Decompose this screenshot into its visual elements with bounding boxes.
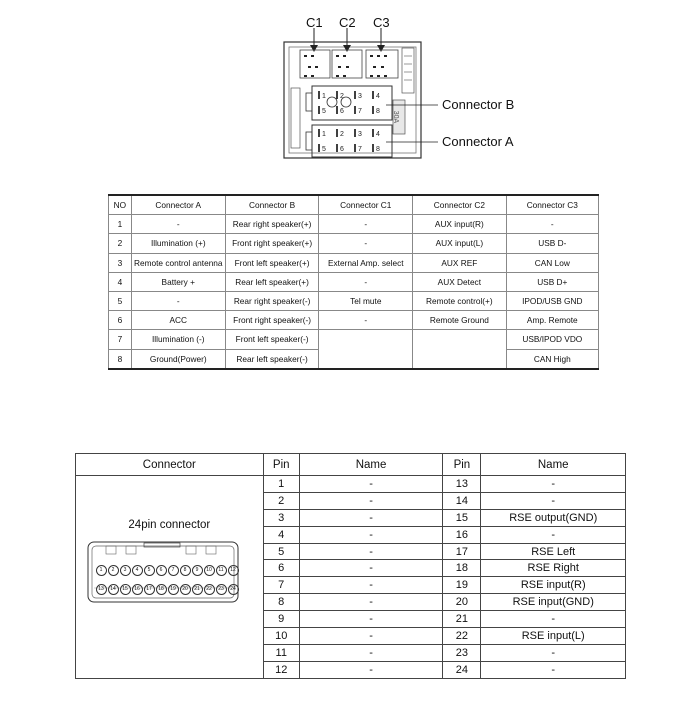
table-row — [76, 476, 626, 493]
table-cell: 11 — [263, 644, 299, 661]
header-connector-b: Connector B — [225, 195, 319, 215]
pin-b-5: 5 — [322, 108, 326, 115]
table-cell: 5 — [263, 543, 299, 560]
table-cell: 2 — [263, 492, 299, 509]
table-cell: AUX Detect — [413, 272, 506, 291]
table-cell: - — [131, 291, 225, 310]
label-c3: C3 — [373, 15, 390, 30]
table-row — [109, 215, 599, 234]
pin-a-1: 1 — [322, 131, 326, 138]
pin-a-6: 6 — [340, 146, 344, 153]
table-cell: - — [481, 526, 626, 543]
table-cell: - — [299, 611, 443, 628]
connector-picture-cell — [76, 476, 264, 679]
pin-circle: 22 — [204, 584, 215, 595]
table-cell: USB D- — [506, 234, 598, 253]
table-cell: 20 — [443, 594, 481, 611]
table-cell: 2 — [109, 234, 132, 253]
table-cell: - — [481, 492, 626, 509]
pin-a-5: 5 — [322, 146, 326, 153]
table-header-row — [109, 195, 599, 215]
table-row — [109, 272, 599, 291]
table-cell: 22 — [443, 628, 481, 645]
table-cell: - — [299, 594, 443, 611]
pin-a-3: 3 — [358, 131, 362, 138]
pin-b-2: 2 — [340, 93, 344, 100]
table-cell: 8 — [263, 594, 299, 611]
table-cell: 17 — [443, 543, 481, 560]
table-cell: 14 — [443, 492, 481, 509]
connector-pin-table — [108, 194, 599, 370]
table-cell: - — [319, 272, 413, 291]
table-cell — [413, 330, 506, 349]
table-cell: - — [319, 215, 413, 234]
pin-circle: 15 — [120, 584, 131, 595]
header-name: Name — [299, 454, 443, 476]
table-cell: CAN Low — [506, 253, 598, 272]
pin-circle: 9 — [192, 565, 203, 576]
table-cell: Illumination (-) — [131, 330, 225, 349]
table-cell: IPOD/USB GND — [506, 291, 598, 310]
table-cell: - — [299, 476, 443, 493]
pin-circle: 14 — [108, 584, 119, 595]
pin-circle: 3 — [120, 565, 131, 576]
connector-a-label: Connector A — [442, 134, 514, 149]
table-cell: Rear left speaker(+) — [225, 272, 319, 291]
table-cell: Remote control antenna — [131, 253, 225, 272]
table-cell: 7 — [109, 330, 132, 349]
pin-circle: 6 — [156, 565, 167, 576]
fuse-label: 30A — [392, 110, 399, 124]
connector-b-label: Connector B — [442, 97, 515, 112]
table-cell: External Amp. select — [319, 253, 413, 272]
pin-row-top — [95, 562, 239, 576]
table-cell: Front left speaker(-) — [225, 330, 319, 349]
table-cell: 16 — [443, 526, 481, 543]
pin-b-7: 7 — [358, 108, 362, 115]
table-cell: Front left speaker(+) — [225, 253, 319, 272]
pin-circle: 16 — [132, 584, 143, 595]
table-cell: - — [299, 644, 443, 661]
table-row — [109, 291, 599, 310]
table-cell: Rear left speaker(-) — [225, 349, 319, 369]
pin-b-1: 1 — [322, 93, 326, 100]
table-cell: RSE input(R) — [481, 577, 626, 594]
table-cell: RSE output(GND) — [481, 509, 626, 526]
table-cell: Rear right speaker(-) — [225, 291, 319, 310]
table-cell: 19 — [443, 577, 481, 594]
table-cell: 1 — [263, 476, 299, 493]
pin-a-7: 7 — [358, 146, 362, 153]
pin-circle: 4 — [132, 565, 143, 576]
table-cell: - — [481, 644, 626, 661]
header-connector-c3: Connector C3 — [506, 195, 598, 215]
table-cell: RSE Right — [481, 560, 626, 577]
table-cell: - — [299, 560, 443, 577]
header-connector: Connector — [76, 454, 264, 476]
pin-circle: 10 — [204, 565, 215, 576]
table-cell: 12 — [263, 661, 299, 678]
table-cell: Battery + — [131, 272, 225, 291]
table-cell: Tel mute — [319, 291, 413, 310]
table-cell: USB D+ — [506, 272, 598, 291]
pin-circle: 13 — [96, 584, 107, 595]
header-no: NO — [109, 195, 132, 215]
table-cell: Amp. Remote — [506, 311, 598, 330]
table-cell: Remote control(+) — [413, 291, 506, 310]
table-cell: 8 — [109, 349, 132, 369]
table-cell: - — [481, 611, 626, 628]
pin-circle: 12 — [228, 565, 239, 576]
pin-circle: 18 — [156, 584, 167, 595]
table-cell: AUX input(R) — [413, 215, 506, 234]
pin-b-6: 6 — [340, 108, 344, 115]
table-cell: Rear right speaker(+) — [225, 215, 319, 234]
pin-row-bottom — [95, 581, 239, 595]
table-cell: AUX input(L) — [413, 234, 506, 253]
table-cell: Front right speaker(+) — [225, 234, 319, 253]
table-cell: - — [299, 526, 443, 543]
header-connector-a: Connector A — [131, 195, 225, 215]
table-cell: - — [299, 543, 443, 560]
table-cell: AUX REF — [413, 253, 506, 272]
label-c1: C1 — [306, 15, 323, 30]
rse-pin-table — [75, 453, 626, 679]
table-cell: - — [299, 492, 443, 509]
table-cell: 1 — [109, 215, 132, 234]
table-cell: 6 — [263, 560, 299, 577]
table-cell: 3 — [263, 509, 299, 526]
pin-a-4: 4 — [376, 131, 380, 138]
pin-circle: 20 — [180, 584, 191, 595]
table-cell: - — [319, 234, 413, 253]
table-cell: Illumination (+) — [131, 234, 225, 253]
table-cell: - — [506, 215, 598, 234]
pin-circle: 17 — [144, 584, 155, 595]
pin-circle: 5 — [144, 565, 155, 576]
table-row — [109, 311, 599, 330]
pin-b-8: 8 — [376, 108, 380, 115]
connector-title: 24pin connector — [128, 519, 211, 531]
table-cell: 9 — [263, 611, 299, 628]
table-cell: 7 — [263, 577, 299, 594]
table-header-row — [76, 454, 626, 476]
table-cell: - — [131, 215, 225, 234]
table-row — [109, 253, 599, 272]
connector-housing-diagram — [280, 28, 440, 163]
table-cell: - — [481, 661, 626, 678]
header-name-2: Name — [481, 454, 626, 476]
table-cell: 10 — [263, 628, 299, 645]
table-cell: 5 — [109, 291, 132, 310]
table-cell: Front right speaker(-) — [225, 311, 319, 330]
table-row — [109, 349, 599, 369]
table-cell: 18 — [443, 560, 481, 577]
table-cell: 6 — [109, 311, 132, 330]
label-c2: C2 — [339, 15, 356, 30]
table-cell: - — [481, 476, 626, 493]
table-row — [109, 330, 599, 349]
table-cell: 4 — [263, 526, 299, 543]
table-cell: RSE input(L) — [481, 628, 626, 645]
table-cell — [319, 330, 413, 349]
pin-circle: 23 — [216, 584, 227, 595]
header-pin-2: Pin — [443, 454, 481, 476]
table-cell: 13 — [443, 476, 481, 493]
table-cell: USB/IPOD VDO — [506, 330, 598, 349]
table-cell: ACC — [131, 311, 225, 330]
pin-b-3: 3 — [358, 93, 362, 100]
table-cell: 15 — [443, 509, 481, 526]
pin-b-4: 4 — [376, 93, 380, 100]
pin-a-8: 8 — [376, 146, 380, 153]
table-cell: Remote Ground — [413, 311, 506, 330]
pin-circle: 24 — [228, 584, 239, 595]
table-cell: - — [299, 661, 443, 678]
pin-a-2: 2 — [340, 131, 344, 138]
pin-circle: 2 — [108, 565, 119, 576]
header-pin: Pin — [263, 454, 299, 476]
table-cell: Ground(Power) — [131, 349, 225, 369]
header-connector-c1: Connector C1 — [319, 195, 413, 215]
table-cell: 4 — [109, 272, 132, 291]
table-cell: 21 — [443, 611, 481, 628]
table-cell: RSE Left — [481, 543, 626, 560]
pin-circle: 21 — [192, 584, 203, 595]
table-cell: CAN High — [506, 349, 598, 369]
table-cell — [319, 349, 413, 369]
header-connector-c2: Connector C2 — [413, 195, 506, 215]
table-cell: - — [299, 628, 443, 645]
table-cell: 24 — [443, 661, 481, 678]
pin-circle: 19 — [168, 584, 179, 595]
table-cell: RSE input(GND) — [481, 594, 626, 611]
pin-circle: 8 — [180, 565, 191, 576]
pin-circle: 1 — [96, 565, 107, 576]
table-cell — [413, 349, 506, 369]
table-cell: - — [299, 577, 443, 594]
table-cell: 3 — [109, 253, 132, 272]
table-cell: - — [299, 509, 443, 526]
table-cell: 23 — [443, 644, 481, 661]
table-cell: - — [319, 311, 413, 330]
table-row — [109, 234, 599, 253]
pin-circle: 7 — [168, 565, 179, 576]
pin-circle: 11 — [216, 565, 227, 576]
